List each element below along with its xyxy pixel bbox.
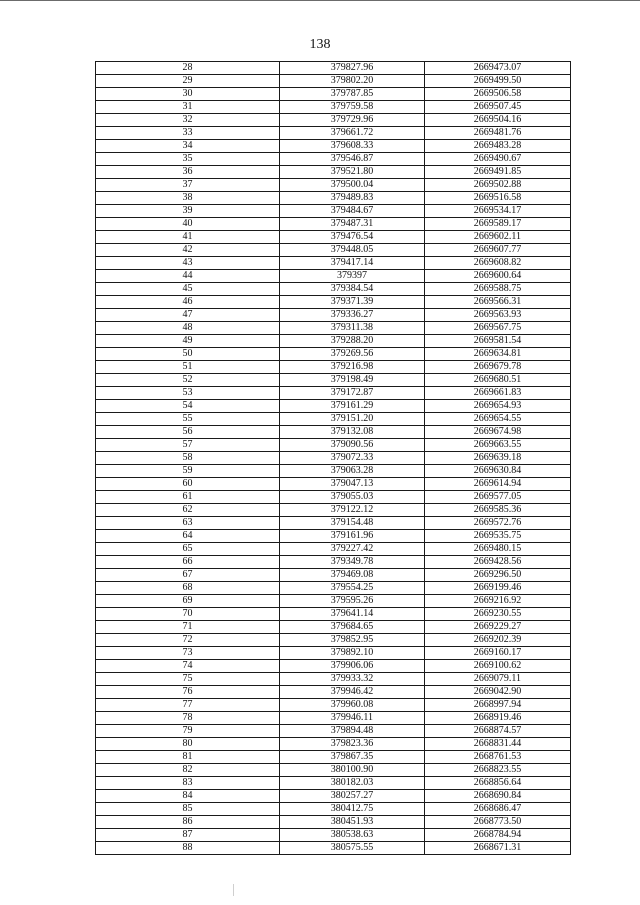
table-row: [96, 634, 571, 647]
point-number-cell: 81: [96, 751, 280, 764]
table-row: [96, 491, 571, 504]
y-coordinate-cell: 2669588.75: [425, 283, 571, 296]
x-coordinate-cell: 379063.28: [280, 465, 425, 478]
y-coordinate-cell: 2669296.50: [425, 569, 571, 582]
point-number-cell: 39: [96, 205, 280, 218]
y-coordinate-cell: 2669600.64: [425, 270, 571, 283]
x-coordinate-cell: 379960.08: [280, 699, 425, 712]
point-number-cell: 61: [96, 491, 280, 504]
point-number-cell: 86: [96, 816, 280, 829]
y-coordinate-cell: 2669563.93: [425, 309, 571, 322]
point-number-cell: 50: [96, 348, 280, 361]
x-coordinate-cell: 379448.05: [280, 244, 425, 257]
page-number: 138: [309, 37, 331, 52]
table-row: [96, 504, 571, 517]
y-coordinate-cell: 2669202.39: [425, 634, 571, 647]
x-coordinate-cell: 379546.87: [280, 153, 425, 166]
table-row: [96, 764, 571, 777]
table-row: [96, 361, 571, 374]
y-coordinate-cell: 2668997.94: [425, 699, 571, 712]
x-coordinate-cell: 379894.48: [280, 725, 425, 738]
y-coordinate-cell: 2669499.50: [425, 75, 571, 88]
y-coordinate-cell: 2669630.84: [425, 465, 571, 478]
y-coordinate-cell: 2669481.76: [425, 127, 571, 140]
point-number-cell: 43: [96, 257, 280, 270]
y-coordinate-cell: 2669608.82: [425, 257, 571, 270]
y-coordinate-cell: 2669506.58: [425, 88, 571, 101]
table-row: [96, 621, 571, 634]
y-coordinate-cell: 2669679.78: [425, 361, 571, 374]
table-row: [96, 439, 571, 452]
x-coordinate-cell: 379349.78: [280, 556, 425, 569]
table-row: [96, 400, 571, 413]
table-row: [96, 192, 571, 205]
y-coordinate-cell: 2669654.93: [425, 400, 571, 413]
y-coordinate-cell: 2668690.84: [425, 790, 571, 803]
x-coordinate-cell: 379946.42: [280, 686, 425, 699]
table-row: [96, 816, 571, 829]
point-number-cell: 52: [96, 374, 280, 387]
x-coordinate-cell: 379933.32: [280, 673, 425, 686]
table-row: [96, 257, 571, 270]
point-number-cell: 77: [96, 699, 280, 712]
y-coordinate-cell: 2669216.92: [425, 595, 571, 608]
point-number-cell: 36: [96, 166, 280, 179]
point-number-cell: 53: [96, 387, 280, 400]
point-number-cell: 48: [96, 322, 280, 335]
y-coordinate-cell: 2668761.53: [425, 751, 571, 764]
point-number-cell: 80: [96, 738, 280, 751]
y-coordinate-cell: 2669483.28: [425, 140, 571, 153]
x-coordinate-cell: 379047.13: [280, 478, 425, 491]
point-number-cell: 33: [96, 127, 280, 140]
point-number-cell: 57: [96, 439, 280, 452]
y-coordinate-cell: 2669567.75: [425, 322, 571, 335]
x-coordinate-cell: 380257.27: [280, 790, 425, 803]
x-coordinate-cell: 379608.33: [280, 140, 425, 153]
y-coordinate-cell: 2669614.94: [425, 478, 571, 491]
y-coordinate-cell: 2669079.11: [425, 673, 571, 686]
point-number-cell: 42: [96, 244, 280, 257]
y-coordinate-cell: 2668874.57: [425, 725, 571, 738]
point-number-cell: 75: [96, 673, 280, 686]
point-number-cell: 28: [96, 62, 280, 75]
x-coordinate-cell: 379122.12: [280, 504, 425, 517]
y-coordinate-cell: 2669607.77: [425, 244, 571, 257]
y-coordinate-cell: 2669502.88: [425, 179, 571, 192]
y-coordinate-cell: 2669042.90: [425, 686, 571, 699]
y-coordinate-cell: 2669507.45: [425, 101, 571, 114]
x-coordinate-cell: 379311.38: [280, 322, 425, 335]
table-row: [96, 582, 571, 595]
x-coordinate-cell: 379227.42: [280, 543, 425, 556]
table-row: [96, 127, 571, 140]
x-coordinate-cell: 379172.87: [280, 387, 425, 400]
point-number-cell: 78: [96, 712, 280, 725]
table-row: [96, 244, 571, 257]
x-coordinate-cell: 379487.31: [280, 218, 425, 231]
table-row: [96, 231, 571, 244]
x-coordinate-cell: 380100.90: [280, 764, 425, 777]
point-number-cell: 30: [96, 88, 280, 101]
point-number-cell: 56: [96, 426, 280, 439]
x-coordinate-cell: 380182.03: [280, 777, 425, 790]
point-number-cell: 35: [96, 153, 280, 166]
table-row: [96, 543, 571, 556]
x-coordinate-cell: 379371.39: [280, 296, 425, 309]
table-row: [96, 387, 571, 400]
y-coordinate-cell: 2669229.27: [425, 621, 571, 634]
x-coordinate-cell: 379469.08: [280, 569, 425, 582]
table-row: [96, 335, 571, 348]
table-row: [96, 205, 571, 218]
y-coordinate-cell: 2669491.85: [425, 166, 571, 179]
x-coordinate-cell: 379729.96: [280, 114, 425, 127]
x-coordinate-cell: 379090.56: [280, 439, 425, 452]
x-coordinate-cell: 379500.04: [280, 179, 425, 192]
y-coordinate-cell: 2668823.55: [425, 764, 571, 777]
x-coordinate-cell: 379269.56: [280, 348, 425, 361]
point-number-cell: 38: [96, 192, 280, 205]
point-number-cell: 34: [96, 140, 280, 153]
y-coordinate-cell: 2669199.46: [425, 582, 571, 595]
y-coordinate-cell: 2669516.58: [425, 192, 571, 205]
table-row: [96, 777, 571, 790]
y-coordinate-cell: 2669602.11: [425, 231, 571, 244]
table-row: [96, 75, 571, 88]
point-number-cell: 40: [96, 218, 280, 231]
point-number-cell: 79: [96, 725, 280, 738]
coordinate-table-body: [96, 62, 571, 855]
table-row: [96, 595, 571, 608]
point-number-cell: 68: [96, 582, 280, 595]
y-coordinate-cell: 2668773.50: [425, 816, 571, 829]
point-number-cell: 47: [96, 309, 280, 322]
x-coordinate-cell: 379216.98: [280, 361, 425, 374]
y-coordinate-cell: 2669577.05: [425, 491, 571, 504]
point-number-cell: 41: [96, 231, 280, 244]
y-coordinate-cell: 2669566.31: [425, 296, 571, 309]
x-coordinate-cell: 379384.54: [280, 283, 425, 296]
x-coordinate-cell: 379827.96: [280, 62, 425, 75]
x-coordinate-cell: 379867.35: [280, 751, 425, 764]
point-number-cell: 69: [96, 595, 280, 608]
x-coordinate-cell: 379595.26: [280, 595, 425, 608]
point-number-cell: 73: [96, 647, 280, 660]
x-coordinate-cell: 379072.33: [280, 452, 425, 465]
point-number-cell: 29: [96, 75, 280, 88]
x-coordinate-cell: 379802.20: [280, 75, 425, 88]
point-number-cell: 71: [96, 621, 280, 634]
x-coordinate-cell: 379397: [280, 270, 425, 283]
table-row: [96, 530, 571, 543]
point-number-cell: 65: [96, 543, 280, 556]
x-coordinate-cell: 379787.85: [280, 88, 425, 101]
table-row: [96, 62, 571, 75]
y-coordinate-cell: 2669661.83: [425, 387, 571, 400]
table-row: [96, 426, 571, 439]
table-row: [96, 556, 571, 569]
table-row: [96, 140, 571, 153]
point-number-cell: 87: [96, 829, 280, 842]
table-row: [96, 608, 571, 621]
y-coordinate-cell: 2669504.16: [425, 114, 571, 127]
x-coordinate-cell: 379661.72: [280, 127, 425, 140]
x-coordinate-cell: 379132.08: [280, 426, 425, 439]
table-row: [96, 153, 571, 166]
point-number-cell: 66: [96, 556, 280, 569]
point-number-cell: 88: [96, 842, 280, 855]
point-number-cell: 59: [96, 465, 280, 478]
table-row: [96, 283, 571, 296]
x-coordinate-cell: 379521.80: [280, 166, 425, 179]
point-number-cell: 67: [96, 569, 280, 582]
x-coordinate-cell: 379417.14: [280, 257, 425, 270]
top-border-line: [0, 0, 640, 1]
y-coordinate-cell: 2669572.76: [425, 517, 571, 530]
y-coordinate-cell: 2669428.56: [425, 556, 571, 569]
x-coordinate-cell: 379154.48: [280, 517, 425, 530]
y-coordinate-cell: 2668831.44: [425, 738, 571, 751]
point-number-cell: 76: [96, 686, 280, 699]
x-coordinate-cell: 379484.67: [280, 205, 425, 218]
table-row: [96, 478, 571, 491]
y-coordinate-cell: 2669490.67: [425, 153, 571, 166]
x-coordinate-cell: 379641.14: [280, 608, 425, 621]
y-coordinate-cell: 2669535.75: [425, 530, 571, 543]
table-row: [96, 166, 571, 179]
y-coordinate-cell: 2668856.64: [425, 777, 571, 790]
x-coordinate-cell: 380538.63: [280, 829, 425, 842]
x-coordinate-cell: 379336.27: [280, 309, 425, 322]
table-row: [96, 114, 571, 127]
table-row: [96, 686, 571, 699]
y-coordinate-cell: 2669639.18: [425, 452, 571, 465]
x-coordinate-cell: 379946.11: [280, 712, 425, 725]
y-coordinate-cell: 2669589.17: [425, 218, 571, 231]
table-row: [96, 699, 571, 712]
table-row: [96, 296, 571, 309]
y-coordinate-cell: 2669585.36: [425, 504, 571, 517]
coordinate-table: [95, 61, 571, 855]
table-row: [96, 322, 571, 335]
point-number-cell: 46: [96, 296, 280, 309]
point-number-cell: 49: [96, 335, 280, 348]
table-row: [96, 309, 571, 322]
table-row: [96, 374, 571, 387]
table-row: [96, 842, 571, 855]
table-row: [96, 517, 571, 530]
table-row: [96, 88, 571, 101]
point-number-cell: 62: [96, 504, 280, 517]
x-coordinate-cell: 379198.49: [280, 374, 425, 387]
point-number-cell: 32: [96, 114, 280, 127]
table-row: [96, 465, 571, 478]
x-coordinate-cell: 379759.58: [280, 101, 425, 114]
y-coordinate-cell: 2668919.46: [425, 712, 571, 725]
table-row: [96, 569, 571, 582]
y-coordinate-cell: 2669663.55: [425, 439, 571, 452]
x-coordinate-cell: 380575.55: [280, 842, 425, 855]
x-coordinate-cell: 379489.83: [280, 192, 425, 205]
table-row: [96, 829, 571, 842]
y-coordinate-cell: 2669473.07: [425, 62, 571, 75]
y-coordinate-cell: 2669534.17: [425, 205, 571, 218]
y-coordinate-cell: 2669654.55: [425, 413, 571, 426]
point-number-cell: 74: [96, 660, 280, 673]
x-coordinate-cell: 379055.03: [280, 491, 425, 504]
table-row: [96, 270, 571, 283]
table-row: [96, 712, 571, 725]
y-coordinate-cell: 2669674.98: [425, 426, 571, 439]
table-row: [96, 751, 571, 764]
point-number-cell: 44: [96, 270, 280, 283]
x-coordinate-cell: 379852.95: [280, 634, 425, 647]
point-number-cell: 55: [96, 413, 280, 426]
x-coordinate-cell: 379892.10: [280, 647, 425, 660]
y-coordinate-cell: 2668784.94: [425, 829, 571, 842]
table-row: [96, 452, 571, 465]
table-row: [96, 413, 571, 426]
y-coordinate-cell: 2669100.62: [425, 660, 571, 673]
table-row: [96, 348, 571, 361]
point-number-cell: 70: [96, 608, 280, 621]
table-row: [96, 660, 571, 673]
x-coordinate-cell: 379554.25: [280, 582, 425, 595]
y-coordinate-cell: 2669480.15: [425, 543, 571, 556]
point-number-cell: 83: [96, 777, 280, 790]
y-coordinate-cell: 2669160.17: [425, 647, 571, 660]
table-row: [96, 179, 571, 192]
table-row: [96, 738, 571, 751]
table-row: [96, 803, 571, 816]
x-coordinate-cell: 379823.36: [280, 738, 425, 751]
y-coordinate-cell: 2669634.81: [425, 348, 571, 361]
point-number-cell: 60: [96, 478, 280, 491]
point-number-cell: 82: [96, 764, 280, 777]
x-coordinate-cell: 379684.65: [280, 621, 425, 634]
point-number-cell: 72: [96, 634, 280, 647]
x-coordinate-cell: 379161.29: [280, 400, 425, 413]
table-row: [96, 790, 571, 803]
y-coordinate-cell: 2669680.51: [425, 374, 571, 387]
point-number-cell: 31: [96, 101, 280, 114]
point-number-cell: 64: [96, 530, 280, 543]
x-coordinate-cell: 379906.06: [280, 660, 425, 673]
y-coordinate-cell: 2668671.31: [425, 842, 571, 855]
x-coordinate-cell: 379288.20: [280, 335, 425, 348]
x-coordinate-cell: 379476.54: [280, 231, 425, 244]
point-number-cell: 85: [96, 803, 280, 816]
y-coordinate-cell: 2669581.54: [425, 335, 571, 348]
y-coordinate-cell: 2669230.55: [425, 608, 571, 621]
table-row: [96, 101, 571, 114]
table-row: [96, 218, 571, 231]
y-coordinate-cell: 2668686.47: [425, 803, 571, 816]
point-number-cell: 63: [96, 517, 280, 530]
scan-artifact-mark: [233, 884, 234, 896]
table-row: [96, 647, 571, 660]
x-coordinate-cell: 380412.75: [280, 803, 425, 816]
point-number-cell: 51: [96, 361, 280, 374]
table-row: [96, 725, 571, 738]
x-coordinate-cell: 379161.96: [280, 530, 425, 543]
point-number-cell: 37: [96, 179, 280, 192]
point-number-cell: 54: [96, 400, 280, 413]
x-coordinate-cell: 380451.93: [280, 816, 425, 829]
point-number-cell: 84: [96, 790, 280, 803]
table-row: [96, 673, 571, 686]
x-coordinate-cell: 379151.20: [280, 413, 425, 426]
point-number-cell: 58: [96, 452, 280, 465]
point-number-cell: 45: [96, 283, 280, 296]
